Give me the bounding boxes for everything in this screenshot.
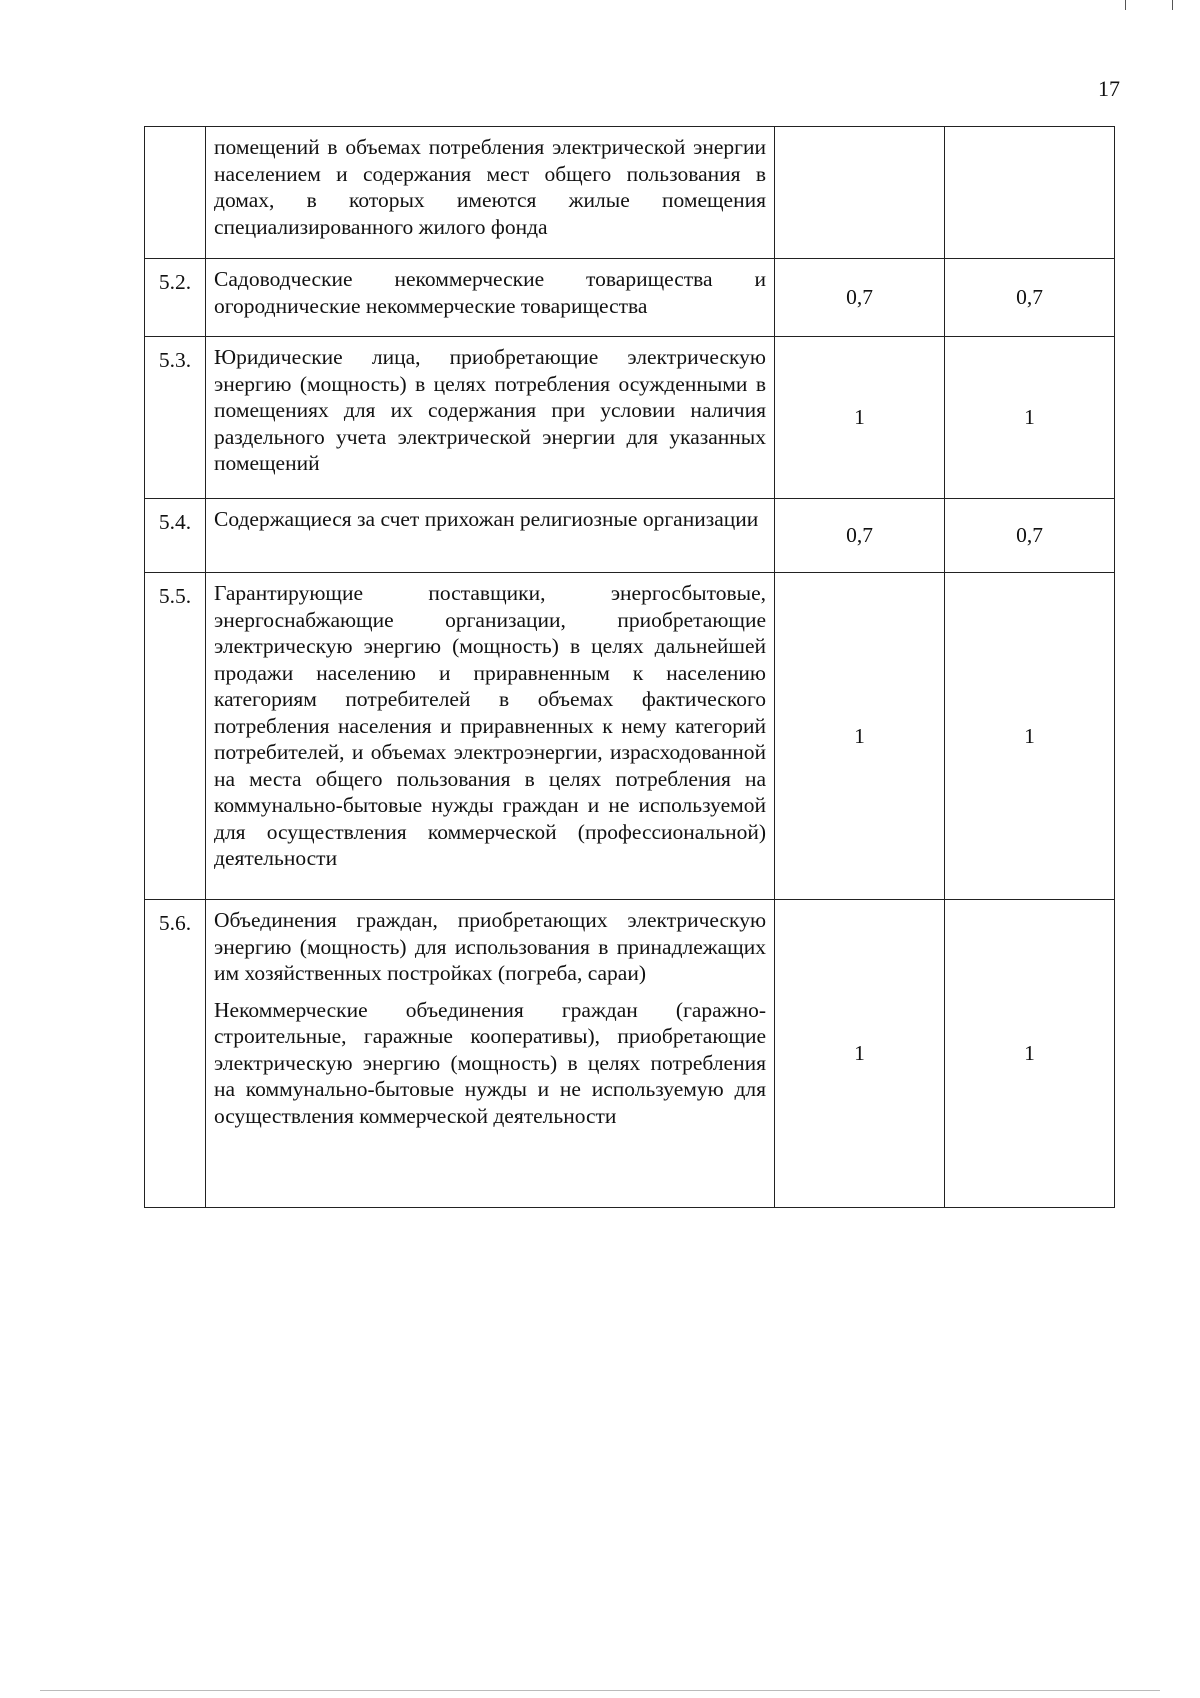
value-column-2: 0,7 xyxy=(945,499,1115,573)
description-paragraph: Гарантирующие поставщики, энергосбытовые, энергоснабжающие организации, приобретающие электрическую энергию (мощность) в целях дальнейшей продажи населению и приравненным к населению категориям потребителей в объемах фактического потребления населения и приравненных к нему категорий потребителей, и объемах электроэнергии, израсходованной на места общего пользования в целях потребления на коммунально-бытовые нужды граждан и не используемой для осуществления коммерческой (профессиональной) деятельности xyxy=(214,581,766,870)
tariff-coefficient-table xyxy=(144,126,1115,1208)
table-row xyxy=(145,337,1115,499)
value-column-1: 1 xyxy=(775,900,945,1208)
value-column-1: 1 xyxy=(775,573,945,900)
row-number: 5.5. xyxy=(145,573,206,900)
row-number: 5.2. xyxy=(145,259,206,337)
value-column-1 xyxy=(775,127,945,259)
description-paragraph: помещений в объемах потребления электрической энергии населением и содержания мест общего пользования в домах, в которых имеются жилые помещения специализированного жилого фонда xyxy=(214,135,766,239)
description-paragraph: Садоводческие некоммерческие товарищества и огороднические некоммерческие товарищества xyxy=(214,267,766,318)
row-number: 5.3. xyxy=(145,337,206,499)
value-column-2: 0,7 xyxy=(945,259,1115,337)
table-row xyxy=(145,573,1115,900)
row-description xyxy=(206,573,775,900)
page-number: 17 xyxy=(1098,76,1120,101)
row-number: 5.4. xyxy=(145,499,206,573)
row-number: 5.6. xyxy=(145,900,206,1208)
description-paragraph: Объединения граждан, приобретающих электрическую энергию (мощность) для использования в принадлежащих им хозяйственных постройках (погреба, сараи) xyxy=(214,908,766,985)
row-description xyxy=(206,337,775,499)
scan-edge-mark xyxy=(1125,0,1126,10)
table-row xyxy=(145,900,1115,1208)
value-column-1: 0,7 xyxy=(775,259,945,337)
description-paragraph: Некоммерческие объединения граждан (гаражно-строительные, гаражные кооперативы), приобретающие электрическую энергию (мощность) в целях потребления на коммунально-бытовые нужды и не используемую для осуществления коммерческой деятельности xyxy=(214,997,766,1128)
value-column-1: 0,7 xyxy=(775,499,945,573)
row-description xyxy=(206,900,775,1208)
value-column-2: 1 xyxy=(945,900,1115,1208)
value-column-1: 1 xyxy=(775,337,945,499)
scan-edge-mark xyxy=(40,1690,1160,1691)
value-column-2: 1 xyxy=(945,573,1115,900)
value-column-2: 1 xyxy=(945,337,1115,499)
value-column-2 xyxy=(945,127,1115,259)
scan-edge-mark xyxy=(1172,0,1173,10)
table-row xyxy=(145,127,1115,259)
row-description xyxy=(206,127,775,259)
table-row xyxy=(145,259,1115,337)
table-row xyxy=(145,499,1115,573)
description-paragraph: Содержащиеся за счет прихожан религиозные организации xyxy=(214,507,759,531)
description-paragraph: Юридические лица, приобретающие электрическую энергию (мощность) в целях потребления осужденными в помещениях для их содержания при условии наличия раздельного учета электрической энергии для указанных помещений xyxy=(214,345,766,475)
row-description xyxy=(206,499,775,573)
row-description xyxy=(206,259,775,337)
row-number xyxy=(145,127,206,259)
